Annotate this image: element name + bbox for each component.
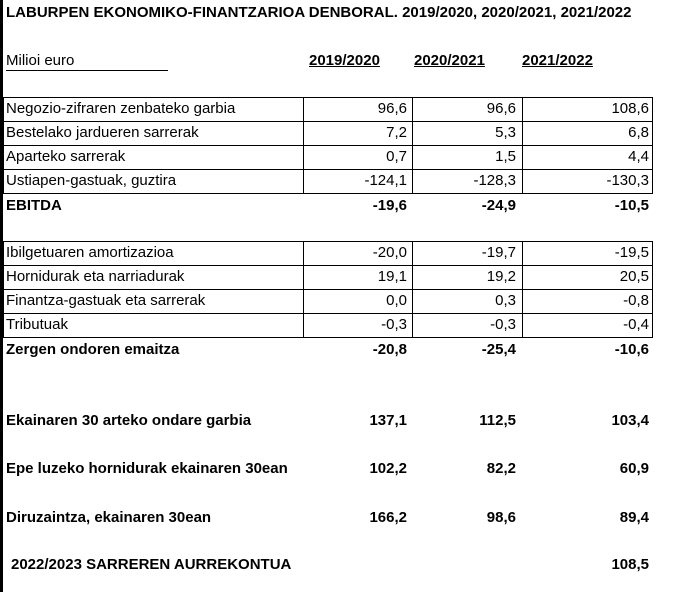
column-header-2021-2022: 2021/2022 — [522, 52, 593, 69]
table-row: Ustiapen-gastuak, guztira -124,1 -128,3 -130,3 — [3, 170, 653, 194]
net-equity-row: Ekainaren 30 arteko ondare garbia 137,1 112,5 103,4 — [6, 412, 649, 429]
column-header-2020-2021: 2020/2021 — [414, 52, 485, 69]
table-row: Aparteko sarrerak 0,7 1,5 4,4 — [3, 146, 653, 170]
table-section-1 — [3, 98, 653, 194]
table-row: Negozio-zifraren zenbateko garbia 96,6 96,6 108,6 — [3, 98, 653, 122]
column-header-2019-2020: 2019/2020 — [309, 52, 380, 69]
table-section-2 — [3, 242, 653, 338]
unit-underline — [6, 70, 168, 71]
table-row: Bestelako jardueren sarrerak 7,2 5,3 6,8 — [3, 122, 653, 146]
ebitda-row: EBITDA -19,6 -24,9 -10,5 — [6, 197, 649, 214]
table-row: Finantza-gastuak eta sarrerak 0,0 0,3 -0,8 — [3, 290, 653, 314]
budget-row: 2022/2023 SARREREN AURREKONTUA 108,5 — [11, 556, 649, 573]
table-row: Tributuak -0,3 -0,3 -0,4 — [3, 314, 653, 338]
result-after-tax-row: Zergen ondoren emaitza -20,8 -25,4 -10,6 — [6, 341, 649, 358]
table-row: Hornidurak eta narriadurak 19,1 19,2 20,5 — [3, 266, 653, 290]
long-term-provisions-row: Epe luzeko hornidurak ekainaren 30ean 102,2 82,2 60,9 — [6, 460, 649, 477]
table-row: Ibilgetuaren amortizazioa -20,0 -19,7 -19,5 — [3, 242, 653, 266]
report-title: LABURPEN EKONOMIKO-FINANTZARIOA DENBORAL. 2019/2020, 2020/2021, 2021/2022 — [6, 4, 632, 21]
unit-label: Milioi euro — [6, 52, 75, 69]
treasury-row: Diruzaintza, ekainaren 30ean 166,2 98,6 89,4 — [6, 509, 649, 526]
